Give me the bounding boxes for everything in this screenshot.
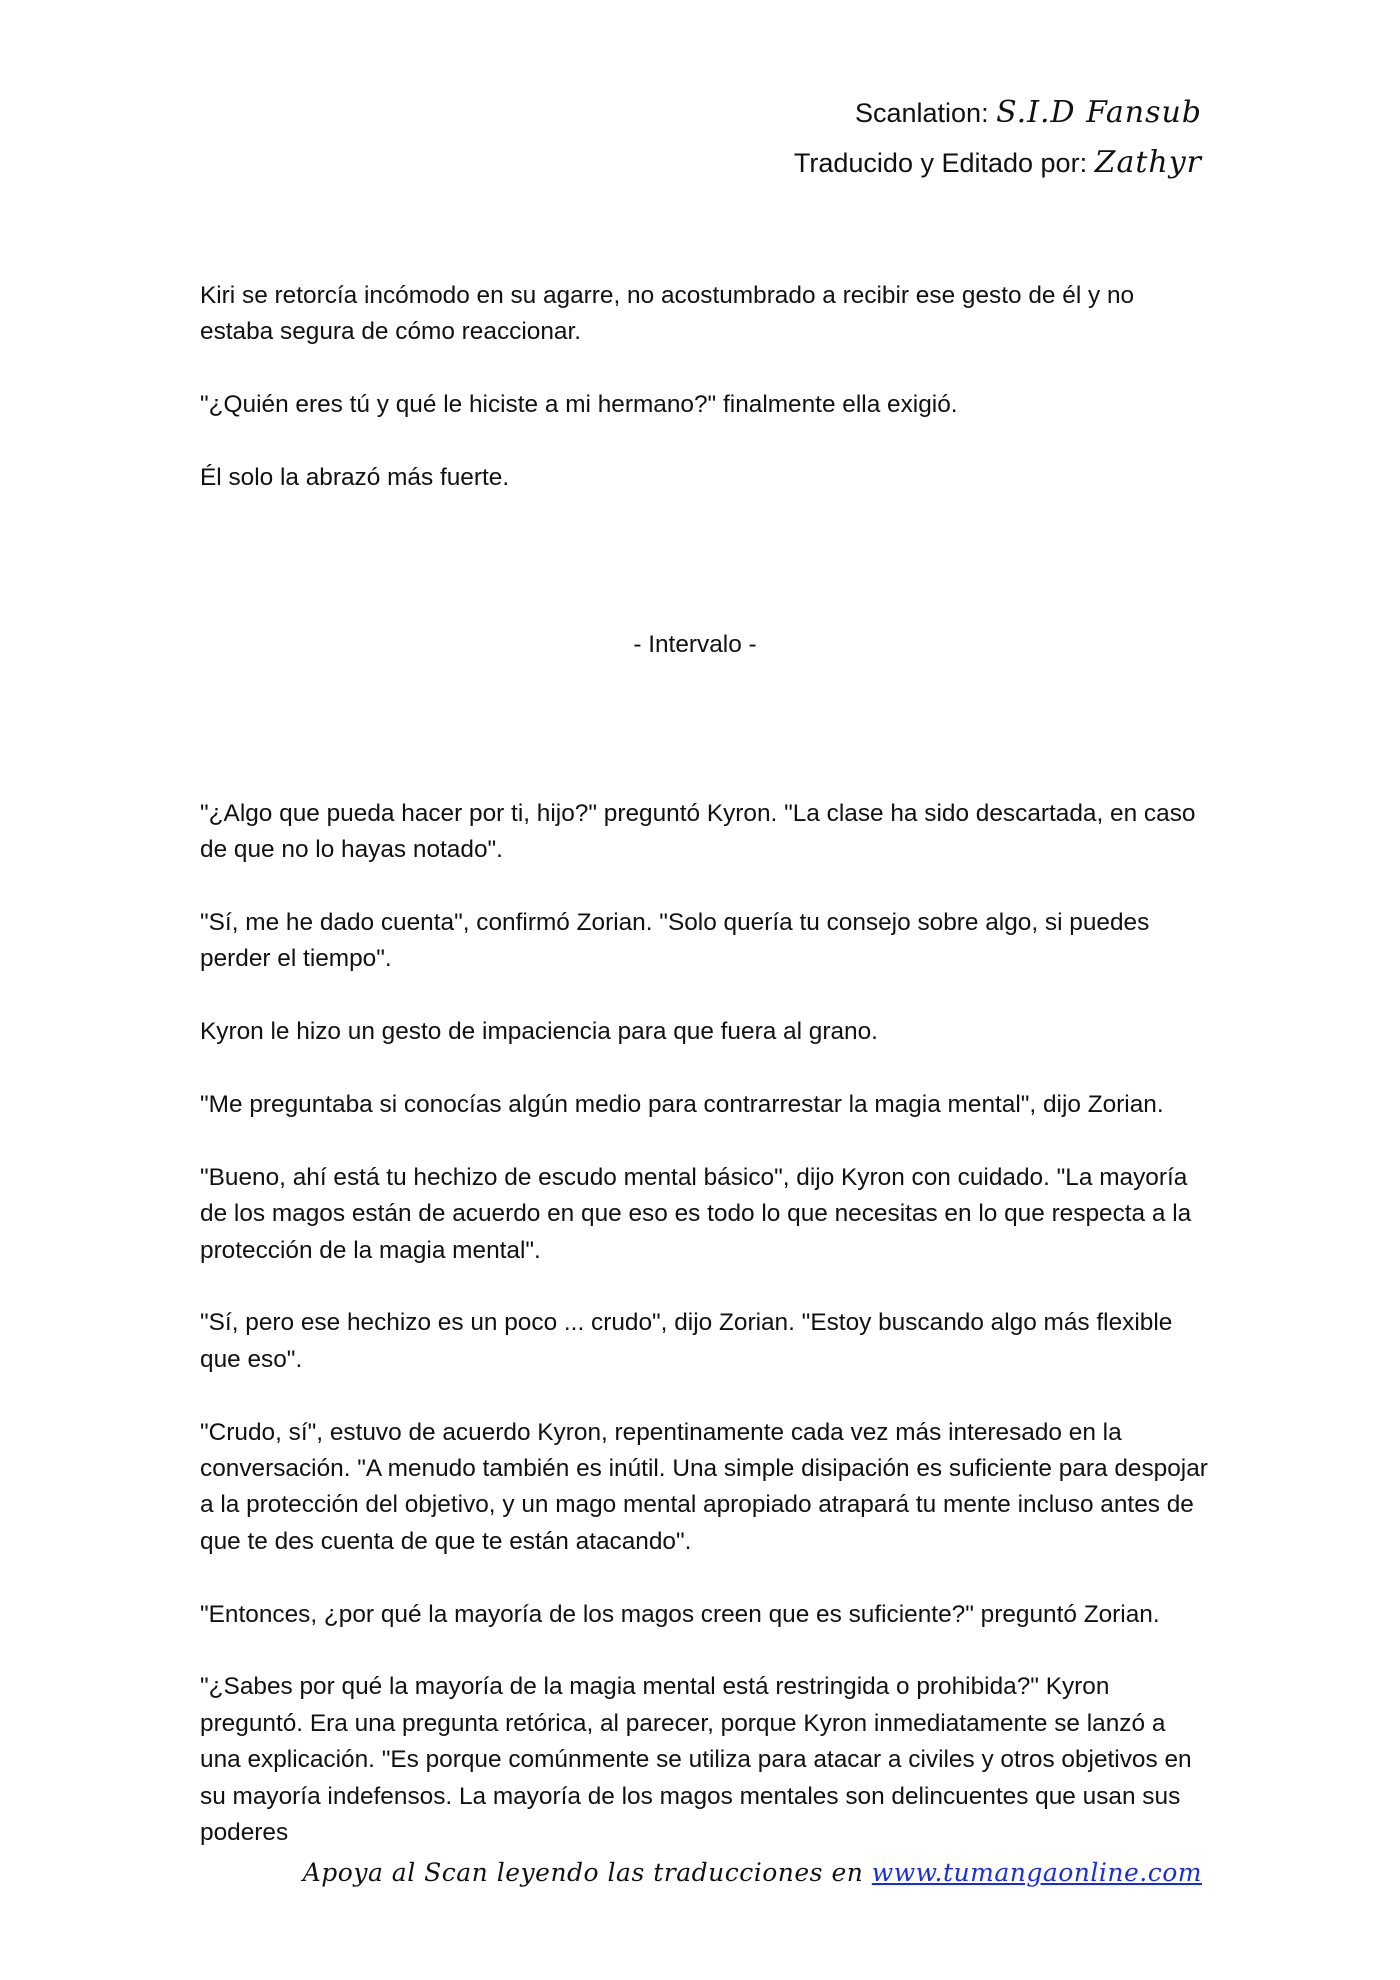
paragraph: "¿Algo que pueda hacer por ti, hijo?" preguntó Kyron. "La clase ha sido descartada, en caso de que no lo hayas notado". — [200, 799, 1196, 864]
paragraph: "Me preguntaba si conocías algún medio para contrarrestar la magia mental", dijo Zorian. — [200, 1091, 1164, 1119]
translator-credit — [794, 138, 1202, 188]
section-break: - Intervalo - — [633, 631, 757, 659]
paragraph: "Bueno, ahí está tu hechizo de escudo mental básico", dijo Kyron con cuidado. "La mayoría de los magos están de acuerdo en que eso es todo lo que necesitas en lo que respecta a la protección de la magia mental". — [200, 1163, 1192, 1264]
scanlation-group: S.I.D Fansub — [996, 95, 1202, 130]
translator-label: Traducido y Editado por: — [793, 148, 1088, 178]
paragraph: "¿Quién eres tú y qué le hiciste a mi hermano?" finalmente ella exigió. — [200, 391, 958, 419]
footer-note — [303, 1858, 1202, 1887]
scanlation-label: Scanlation: — [854, 98, 989, 128]
paragraph: "¿Sabes por qué la mayoría de la magia mental está restringida o prohibida?" Kyron preguntó. Era una pregunta retórica, al parecer, porque Kyron inmediatamente se lanzó a una explicación. "Es porque comúnmente se utiliza para atacar a civiles y otros objetivos en su mayoría indefensos. La mayoría de los magos mentales son delincuentes que usan sus poderes — [200, 1673, 1192, 1847]
footer-text: Apoya al Scan leyendo las traducciones en — [302, 1858, 864, 1887]
paragraph: Él solo la abrazó más fuerte. — [200, 464, 510, 491]
paragraph: "Sí, pero ese hechizo es un poco ... crudo", dijo Zorian. "Estoy buscando algo más flexible que eso". — [200, 1309, 1173, 1373]
paragraph: "Entonces, ¿por qué la mayoría de los magos creen que es suficiente?" preguntó Zorian. — [200, 1600, 1160, 1628]
credits-block — [794, 88, 1202, 188]
scanlation-credit — [794, 88, 1202, 138]
translator-name: Zathyr — [1094, 145, 1202, 180]
paragraph: "Crudo, sí", estuvo de acuerdo Kyron, repentinamente cada vez más interesado en la conversación. "A menudo también es inútil. Una simple disipación es suficiente para despojar a la protección del objetivo, y un mago mental apropiado atrapará tu mente incluso antes de que te des cuenta de que te están atacando". — [200, 1418, 1208, 1555]
footer-link[interactable]: www.tumangaonline.com — [871, 1858, 1202, 1887]
paragraph: Kyron le hizo un gesto de impaciencia para que fuera al grano. — [200, 1018, 878, 1046]
document-body — [200, 278, 1210, 1851]
paragraph: "Sí, me he dado cuenta", confirmó Zorian. "Solo quería tu consejo sobre algo, si puedes perder el tiempo". — [200, 909, 1150, 973]
paragraph: Kiri se retorcía incómodo en su agarre, no acostumbrado a recibir ese gesto de él y no estaba segura de cómo reaccionar. — [200, 282, 1135, 346]
